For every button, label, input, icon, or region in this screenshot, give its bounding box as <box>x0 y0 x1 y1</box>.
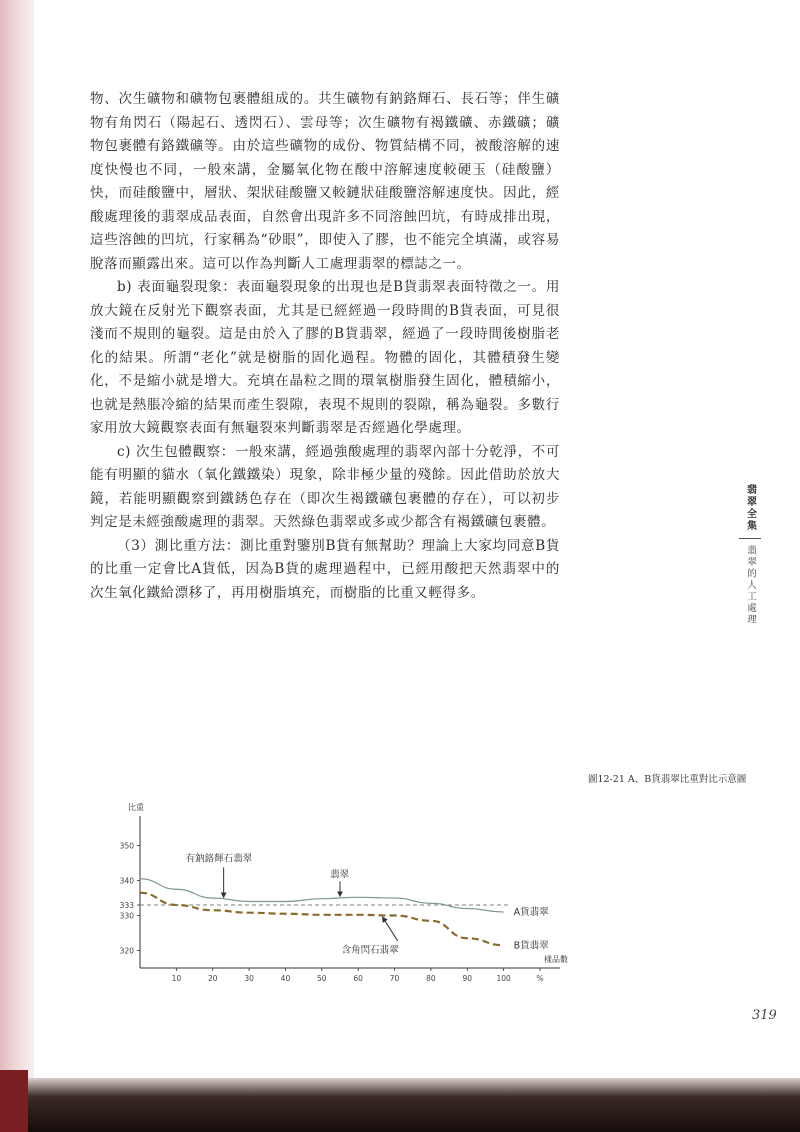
x-tick-label: 100 <box>496 974 511 983</box>
y-tick-label: 330 <box>119 911 134 921</box>
figure-caption: 圖12-21 A、B貨翡翠比重對比示意圖 <box>588 774 747 785</box>
x-tick-label: % <box>536 974 544 983</box>
series-label: B貨翡翠 <box>513 940 549 952</box>
series-b-line <box>140 893 504 946</box>
x-tick-label: 80 <box>426 974 436 983</box>
body-text <box>90 88 560 605</box>
y-tick-label: 340 <box>119 876 134 886</box>
x-tick-label: 50 <box>317 974 327 983</box>
y-tick-label: 320 <box>119 946 134 956</box>
annotation-amphibole-jadeite: 含角閃石翡翠 <box>341 944 399 956</box>
book-spine <box>0 1070 28 1132</box>
x-tick-label: 90 <box>462 974 473 983</box>
y-tick-label: 350 <box>119 841 134 851</box>
y-axis-label: 比重 <box>128 803 144 812</box>
sidebar-divider <box>739 538 761 539</box>
paragraph-surface-cracks: b) 表面龜裂現象：表面龜裂現象的出現也是B貨翡翠表面特徵之一。用放大鏡在反射光下觀察表面，尤其是已經經過一段時間的B貨表面，可見很淺而不規則的龜裂。這是由於入了膠的B貨翡翠，經過了一段時間後樹脂老化的結果。所謂“老化”就是樹脂的固化過程。物體的固化，其體積發生變化，不是縮小就是增大。充填在晶粒之間的環氧樹脂發生固化，體積縮小，也就是熱脹冷縮的結果而產生裂隙，表現不規則的裂隙，稱為龜裂。多數行家用放大鏡觀察表面有無龜裂來判斷翡翠是否經過化學處理。 <box>90 279 560 436</box>
annotation-chrome-jadeite: 有鈉鉻輝石翡翠 <box>185 853 253 865</box>
annotation-arrow <box>384 919 398 941</box>
x-tick-label: 40 <box>280 974 291 983</box>
x-tick-label: 30 <box>244 974 254 983</box>
x-axis-label: 樣品數 <box>544 955 568 964</box>
sidebar-chapter-title: 翡翠的人工處理 <box>745 545 756 626</box>
paragraph-secondary-inclusions: c) 次生包體觀察：一般來講，經過強酸處理的翡翠內部十分乾淨，不可能有明顯的貓水（氧化鐵鐵染）現象，除非極少量的殘餘。因此借助於放大鏡，若能明顯觀察到鐵銹色存在（即次生褐鐵礦包裹體的存在），可以初步判定是未經強酸處理的翡翠。天然綠色翡翠或多或少都含有褐鐵礦包裹體。 <box>90 443 560 530</box>
x-tick-label: 70 <box>389 974 400 983</box>
sidebar-book-title: 翡翠全集 <box>744 484 756 532</box>
x-tick-label: 20 <box>207 974 218 983</box>
page-gutter-shade <box>0 0 34 1080</box>
paragraph-acid-pits: 物、次生礦物和礦物包裹體組成的。共生礦物有鈉鉻輝石、長石等；伴生礦物有角閃石（陽起石、透閃石）、雲母等；次生礦物有褐鐵礦、赤鐵礦；礦物包裹體有鉻鐵礦等。由於這些礦物的成份、物質結構不同，被酸溶解的速度快慢也不同，一般來講，金屬氧化物在酸中溶解速度較硬玉（硅酸鹽）快，而硅酸鹽中，層狀、架狀硅酸鹽又較鏈狀硅酸鹽溶解速度快。因此，經酸處理後的翡翠成品表面，自然會出現許多不同溶蝕凹坑，有時成排出現，這些溶蝕的凹坑，行家稱為“砂眼”，即使入了膠，也不能完全填滿，或容易脫落而顯露出來。這可以作為判斷人工處理翡翠的標誌之一。 <box>90 91 560 272</box>
specific-gravity-chart <box>100 796 570 996</box>
y-tick-label: 333 <box>119 901 134 910</box>
annotation-jadeite: 翡翠 <box>330 869 350 881</box>
paragraph-specific-gravity: （3）測比重方法：測比重對鑒別B貨有無幫助？理論上大家均同意B貨的比重一定會比A貨低，因為B貨的處理過程中，已經用酸把天然翡翠中的次生氧化鐵給漂移了，再用樹脂填充，而樹脂的比重又輕得多。 <box>90 537 560 601</box>
series-label: A貨翡翠 <box>513 907 549 918</box>
running-sidebar <box>737 484 763 626</box>
x-tick-label: 60 <box>353 974 363 983</box>
page-number: 319 <box>752 1008 777 1023</box>
book-bottom-edge <box>0 1078 800 1132</box>
x-tick-label: 10 <box>171 974 182 983</box>
